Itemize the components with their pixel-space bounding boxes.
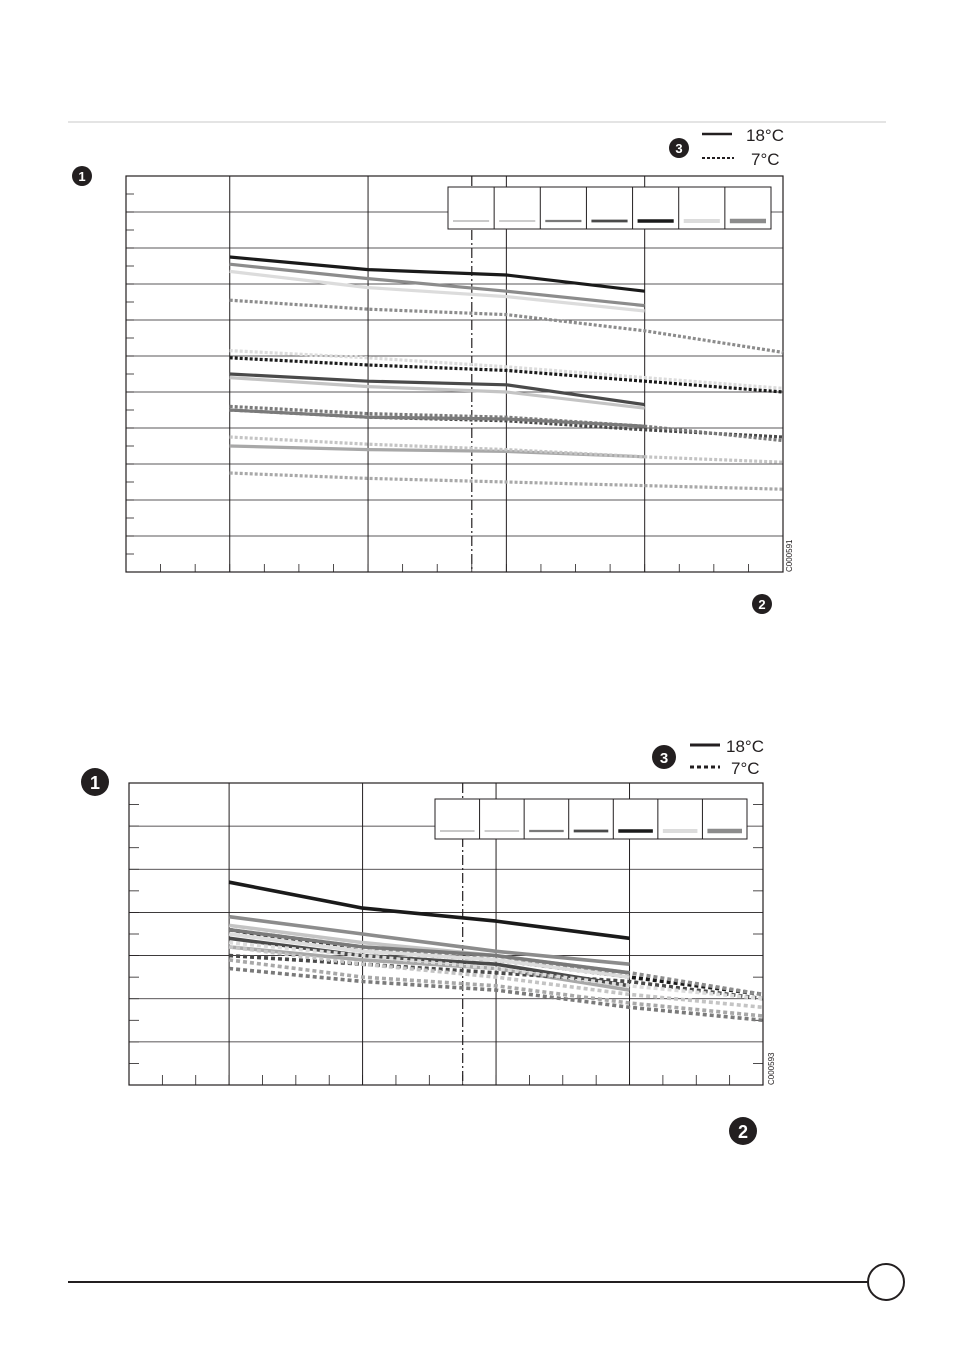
chart2-y-axis-badge-number: 1 — [89, 773, 101, 793]
chart1-legend-dashed-label: 7°C — [751, 150, 780, 169]
chart1-temperature-legend — [669, 126, 784, 169]
chart2-temperature-legend — [652, 737, 764, 778]
chart1-series-legend-box — [448, 187, 771, 229]
chart2-legend-badge-number: 3 — [659, 750, 669, 767]
chart1-plot — [126, 176, 783, 572]
chart2-figure-code: C000593 — [767, 1052, 776, 1085]
chart2-legend-dashed-label: 7°C — [731, 759, 760, 778]
chart2-series-line-18c — [229, 882, 629, 938]
chart1-legend-solid-label: 18°C — [746, 126, 784, 145]
chart1-legend-badge-number: 3 — [675, 141, 683, 156]
page-number-circle — [868, 1264, 904, 1300]
chart1-frame — [126, 176, 783, 572]
chart1-figure-code: C000591 — [785, 539, 794, 572]
chart2-legend-solid-label: 18°C — [726, 737, 764, 756]
chart2-series-legend-box — [435, 799, 747, 839]
chart2-plot — [129, 783, 763, 1085]
chart1-series-line-18c — [230, 410, 645, 426]
chart1-x-axis-badge-number: 2 — [758, 597, 766, 612]
chart1-y-axis-badge-number: 1 — [78, 169, 86, 184]
chart2-x-axis-badge-number: 2 — [737, 1122, 749, 1142]
